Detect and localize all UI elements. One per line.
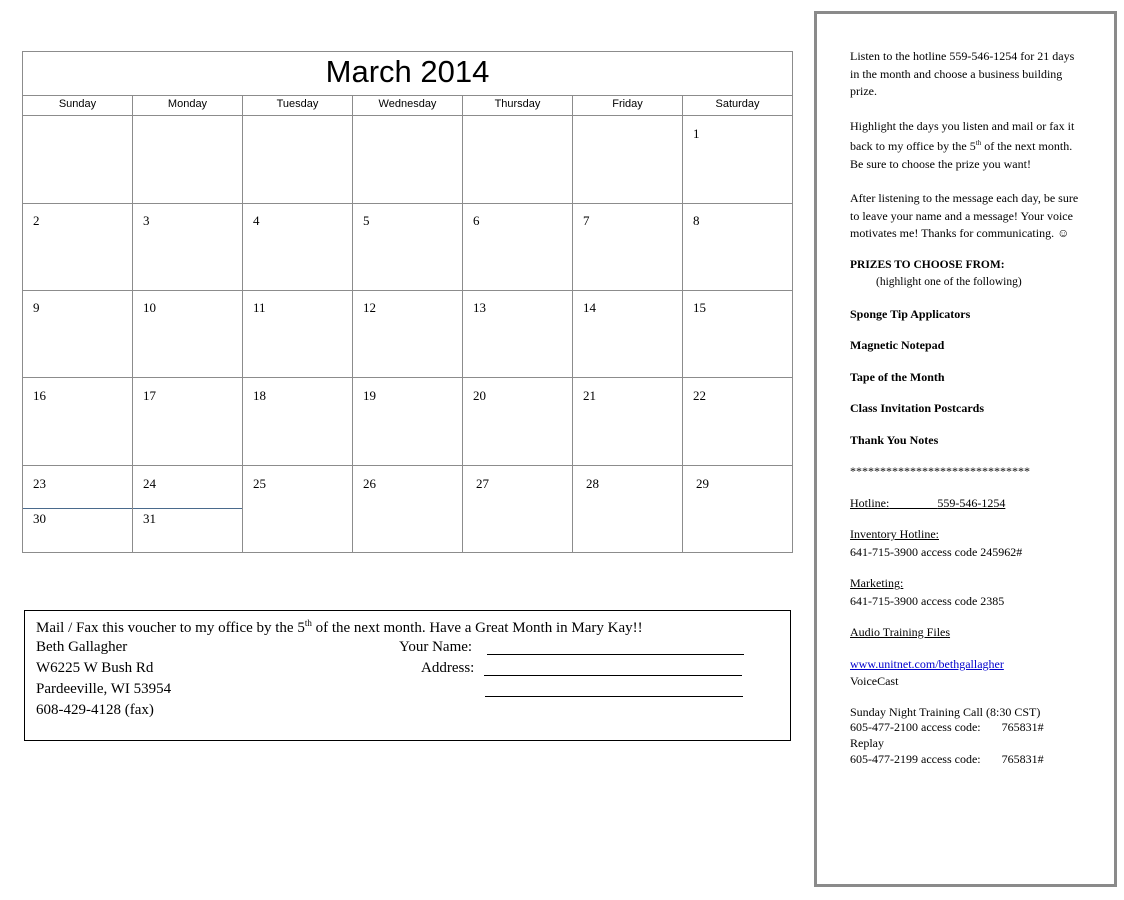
dow-wednesday: Wednesday [353, 96, 463, 115]
dow-monday: Monday [133, 96, 243, 115]
prize-item[interactable]: Thank You Notes [850, 432, 939, 447]
stars-divider: ****************************** [850, 464, 1030, 478]
replay-label: Replay [850, 735, 884, 750]
day-cell[interactable]: 3 [133, 203, 243, 290]
audio-training-link[interactable]: www.unitnet.com/bethgallagher [850, 656, 1004, 671]
day-cell[interactable]: 2 [23, 203, 133, 290]
prizes-heading: PRIZES TO CHOOSE FROM: [850, 258, 1005, 271]
day-split-divider [133, 508, 242, 509]
marketing-value: 641-715-3900 access code 2385 [850, 593, 1005, 608]
sunday-call-label: Sunday Night Training Call (8:30 CST) [850, 704, 1041, 719]
replay-number: 605-477-2199 access code: 765831# [850, 751, 1044, 766]
dow-tuesday: Tuesday [243, 96, 353, 115]
your-name-field[interactable] [487, 654, 744, 655]
day-cell[interactable]: 11 [243, 290, 353, 377]
sunday-call-number: 605-477-2100 access code: 765831# [850, 719, 1044, 734]
address-field-line2[interactable] [485, 696, 743, 697]
consultant-name: Beth Gallagher [36, 639, 128, 655]
days-of-week-header [23, 96, 792, 116]
consultant-street: W6225 W Bush Rd [36, 660, 154, 676]
prizes-subheading: (highlight one of the following) [876, 276, 1022, 288]
prize-item[interactable]: Sponge Tip Applicators [850, 306, 971, 321]
day-cell[interactable]: 27 [463, 466, 573, 553]
day-cell[interactable]: 24 31 [133, 466, 243, 553]
day-cell[interactable]: 29 [696, 476, 709, 491]
day-cell[interactable]: 28 [573, 466, 683, 553]
inventory-hotline-value: 641-715-3900 access code 245962# [850, 544, 1023, 559]
your-name-label: Your Name: [399, 639, 473, 655]
day-cell[interactable] [23, 116, 133, 203]
dow-friday: Friday [573, 96, 683, 115]
day-cell[interactable]: 19 [353, 378, 463, 465]
day-cell[interactable]: 23 30 [23, 466, 133, 553]
inventory-hotline-label: Inventory Hotline: [850, 527, 939, 541]
day-cell[interactable]: 21 [573, 378, 683, 465]
hotline-line: Hotline: 559-546-1254 [850, 495, 1006, 510]
day-split-divider [23, 508, 132, 509]
calendar-grid [23, 116, 792, 553]
day-cell[interactable]: 25 [243, 466, 353, 553]
consultant-fax: 608-429-4128 (fax) [36, 702, 154, 718]
day-cell[interactable]: 15 [693, 300, 706, 315]
consultant-city: Pardeeville, WI 53954 [36, 681, 172, 697]
day-cell[interactable]: 5 [353, 203, 463, 290]
prize-item[interactable]: Tape of the Month [850, 369, 945, 384]
day-cell[interactable] [463, 116, 573, 203]
day-cell[interactable]: 9 [23, 290, 133, 377]
address-field[interactable] [484, 675, 742, 676]
sidebar-after-listening: After listening to the message each day, be sure to leave your name and a message! Your voice motivates me! Thanks for communicating. ☺ [850, 191, 1079, 240]
day-cell[interactable] [243, 116, 353, 203]
calendar [22, 51, 793, 553]
day-cell[interactable] [573, 116, 683, 203]
day-cell[interactable]: 20 [463, 378, 573, 465]
day-cell[interactable]: 6 [463, 203, 573, 290]
sidebar-intro: Listen to the hotline 559-546-1254 for 21 days in the month and choose a business building prize. [850, 49, 1075, 98]
voucher-instruction: Mail / Fax this voucher to my office by the 5th of the next month. Have a Great Month in Mary Kay!! [36, 618, 643, 636]
week-row [23, 378, 792, 466]
dow-thursday: Thursday [463, 96, 573, 115]
dow-sunday: Sunday [23, 96, 133, 115]
week-row [23, 290, 792, 378]
week-row [23, 466, 792, 553]
day-cell[interactable]: 10 [133, 290, 243, 377]
address-label: Address: [421, 660, 475, 676]
day-cell[interactable]: 16 [23, 378, 133, 465]
day-cell[interactable]: 18 [243, 378, 353, 465]
day-cell[interactable] [133, 116, 243, 203]
info-sidebar [814, 11, 1117, 887]
mail-voucher [24, 610, 791, 741]
dow-saturday: Saturday [715, 98, 760, 110]
day-cell[interactable]: 7 [573, 203, 683, 290]
day-cell[interactable]: 26 [353, 466, 463, 553]
day-cell[interactable]: 1 [693, 126, 700, 141]
calendar-title: March 2014 [23, 52, 792, 96]
week-row [23, 203, 792, 291]
day-cell[interactable] [353, 116, 463, 203]
marketing-label: Marketing: [850, 576, 904, 590]
day-cell[interactable]: 13 [463, 290, 573, 377]
day-cell[interactable]: 14 [573, 290, 683, 377]
day-cell[interactable]: 8 [693, 213, 700, 228]
voicecast-label: VoiceCast [850, 674, 899, 688]
prize-item[interactable]: Class Invitation Postcards [850, 401, 985, 415]
week-row [23, 116, 792, 204]
day-cell[interactable]: 22 [693, 388, 706, 403]
sidebar-highlight-instructions: Highlight the days you listen and mail or fax it back to my office by the 5th of the next month. Be sure to choose the prize you want! [850, 118, 1075, 171]
day-cell[interactable]: 4 [243, 203, 353, 290]
day-cell[interactable]: 12 [353, 290, 463, 377]
prize-item[interactable]: Magnetic Notepad [850, 338, 945, 352]
audio-training-label: Audio Training Files [850, 625, 951, 639]
day-cell[interactable]: 17 [133, 378, 243, 465]
